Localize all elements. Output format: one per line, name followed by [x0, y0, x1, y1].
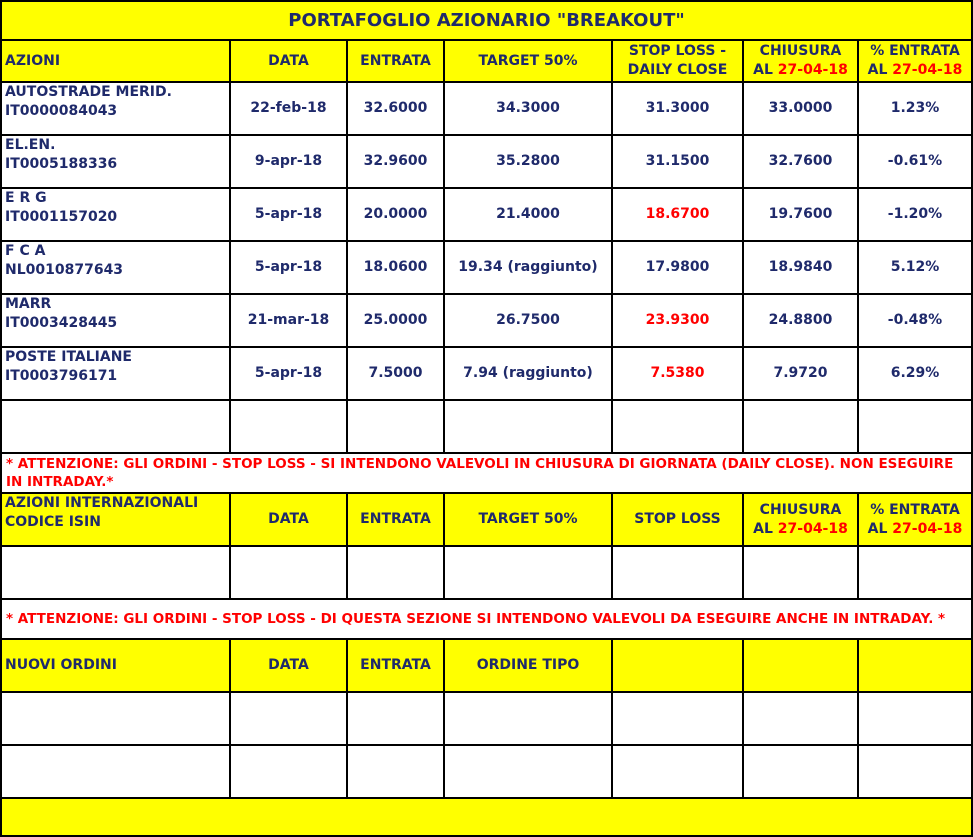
stock-isin: IT0003796171	[5, 368, 118, 384]
stock-isin: IT0000084043	[5, 103, 118, 119]
stock-cell	[1, 241, 230, 294]
date-cell	[230, 347, 347, 400]
stock-isin: IT0003428445	[5, 315, 118, 331]
stop-loss-value: 18.6700	[645, 206, 710, 222]
stock-name: POSTE ITALIANE	[5, 349, 132, 365]
orders-header-ordine-tipo: ORDINE TIPO	[444, 639, 612, 692]
intl-header-pct-entrata	[858, 493, 972, 546]
pct-entry-cell	[858, 188, 972, 241]
intl-chiusura-line1: CHIUSURA	[759, 501, 842, 518]
empty-cell	[1, 692, 230, 745]
stop-loss-cell	[612, 241, 743, 294]
empty-cell	[743, 692, 858, 745]
stock-cell	[1, 82, 230, 135]
header-pct-prefix: AL	[867, 62, 893, 78]
target-value: 26.7500	[496, 312, 560, 328]
pct-entry-value: -0.48%	[887, 312, 943, 328]
empty-header-cell	[743, 639, 858, 692]
date-cell	[230, 135, 347, 188]
header-target: TARGET 50%	[444, 40, 612, 82]
entry-value: 7.5000	[368, 365, 423, 381]
header-entrata: ENTRATA	[347, 40, 444, 82]
intl-pct-line1: % ENTRATA	[870, 501, 960, 518]
empty-cell	[347, 546, 444, 599]
header-pct-entrata	[858, 40, 972, 82]
stock-isin: NL0010877643	[5, 262, 124, 278]
orders-header-entrata: ENTRATA	[347, 639, 444, 692]
close-value: 32.7600	[768, 153, 833, 169]
close-value: 24.8800	[768, 312, 833, 328]
close-cell	[743, 135, 858, 188]
pct-entry-cell	[858, 347, 972, 400]
header-pct-line1: % ENTRATA	[870, 43, 960, 59]
empty-cell	[444, 692, 612, 745]
intl-chiusura-prefix: AL	[753, 520, 778, 537]
date-cell	[230, 188, 347, 241]
entry-value: 18.0600	[363, 259, 428, 275]
empty-header-cell	[612, 639, 743, 692]
empty-cell	[347, 745, 444, 798]
stop-loss-cell	[612, 347, 743, 400]
target-value: 7.94 (raggiunto)	[463, 365, 593, 381]
empty-cell	[743, 400, 858, 453]
target-cell	[444, 188, 612, 241]
header-stop-loss	[612, 40, 743, 82]
stop-loss-value: 7.5380	[650, 365, 705, 381]
portfolio-title: PORTAFOGLIO AZIONARIO "BREAKOUT"	[1, 1, 972, 40]
close-cell	[743, 294, 858, 347]
pct-entry-cell	[858, 135, 972, 188]
pct-entry-value: 5.12%	[890, 259, 940, 275]
header-chiusura-line1: CHIUSURA	[759, 43, 842, 59]
entry-cell	[347, 241, 444, 294]
empty-cell	[444, 400, 612, 453]
stop-loss-cell	[612, 294, 743, 347]
intl-header-stop-loss: STOP LOSS	[612, 493, 743, 546]
intraday-note: * ATTENZIONE: GLI ORDINI - STOP LOSS - DI QUESTA SEZIONE SI INTENDONO VALEVOLI DA ESEGUIRE ANCHE IN INTRADAY. *	[1, 599, 972, 639]
empty-cell	[230, 745, 347, 798]
stop-loss-value: 31.1500	[645, 153, 710, 169]
target-cell	[444, 135, 612, 188]
stop-loss-cell	[612, 188, 743, 241]
stock-isin: IT0001157020	[5, 209, 118, 225]
intl-header-target: TARGET 50%	[444, 493, 612, 546]
date-value: 9-apr-18	[254, 153, 323, 169]
stop-loss-value: 17.9800	[645, 259, 710, 275]
target-value: 19.34 (raggiunto)	[458, 259, 598, 275]
close-value: 18.9840	[768, 259, 833, 275]
header-pct-date: 27-04-18	[892, 62, 963, 78]
pct-entry-value: -0.61%	[887, 153, 943, 169]
header-chiusura	[743, 40, 858, 82]
stock-name: E R G	[5, 190, 47, 206]
empty-cell	[858, 400, 972, 453]
date-value: 5-apr-18	[254, 365, 323, 381]
entry-cell	[347, 294, 444, 347]
close-cell	[743, 347, 858, 400]
intl-chiusura-line2	[753, 520, 848, 539]
header-pct-line2	[868, 61, 963, 80]
target-cell	[444, 241, 612, 294]
intl-pct-date: 27-04-18	[892, 520, 963, 537]
empty-cell	[612, 692, 743, 745]
header-chiusura-date: 27-04-18	[777, 62, 848, 78]
date-cell	[230, 241, 347, 294]
header-chiusura-prefix: AL	[753, 62, 778, 78]
date-cell	[230, 294, 347, 347]
close-cell	[743, 188, 858, 241]
pct-entry-value: 1.23%	[890, 100, 940, 116]
intl-chiusura-date: 27-04-18	[777, 520, 848, 537]
close-value: 33.0000	[768, 100, 833, 116]
stop-loss-value: 31.3000	[645, 100, 710, 116]
empty-cell	[612, 745, 743, 798]
header-data: DATA	[230, 40, 347, 82]
stock-cell	[1, 188, 230, 241]
header-intl-line2: CODICE ISIN	[5, 514, 101, 530]
empty-cell	[444, 745, 612, 798]
date-value: 5-apr-18	[254, 206, 323, 222]
entry-cell	[347, 82, 444, 135]
pct-entry-value: -1.20%	[887, 206, 943, 222]
target-cell	[444, 347, 612, 400]
header-azioni: AZIONI	[1, 40, 230, 82]
entry-cell	[347, 188, 444, 241]
pct-entry-cell	[858, 241, 972, 294]
empty-cell	[858, 692, 972, 745]
target-cell	[444, 294, 612, 347]
date-value: 21-mar-18	[247, 312, 330, 328]
stock-cell	[1, 347, 230, 400]
footer-band	[1, 798, 972, 836]
stock-name: MARR	[5, 296, 52, 312]
header-chiusura-line2	[753, 61, 848, 80]
empty-cell	[743, 745, 858, 798]
header-nuovi-ordini: NUOVI ORDINI	[1, 639, 230, 692]
close-cell	[743, 241, 858, 294]
empty-cell	[612, 400, 743, 453]
stop-loss-cell	[612, 82, 743, 135]
header-intl-line1: AZIONI INTERNAZIONALI	[5, 495, 199, 511]
empty-cell	[230, 692, 347, 745]
empty-cell	[612, 546, 743, 599]
date-value: 5-apr-18	[254, 259, 323, 275]
target-value: 34.3000	[496, 100, 560, 116]
pct-entry-cell	[858, 294, 972, 347]
intl-pct-line2	[868, 520, 963, 539]
stock-name: AUTOSTRADE MERID.	[5, 84, 172, 100]
empty-cell	[444, 546, 612, 599]
empty-cell	[743, 546, 858, 599]
stock-isin: IT0005188336	[5, 156, 118, 172]
empty-cell	[347, 692, 444, 745]
stock-cell	[1, 294, 230, 347]
empty-cell	[858, 745, 972, 798]
pct-entry-cell	[858, 82, 972, 135]
target-value: 35.2800	[496, 153, 560, 169]
intl-header-chiusura	[743, 493, 858, 546]
stop-loss-cell	[612, 135, 743, 188]
stock-cell	[1, 135, 230, 188]
close-value: 7.9720	[773, 365, 828, 381]
entry-value: 32.9600	[363, 153, 428, 169]
pct-entry-value: 6.29%	[890, 365, 940, 381]
entry-value: 32.6000	[363, 100, 428, 116]
target-cell	[444, 82, 612, 135]
intl-header-entrata: ENTRATA	[347, 493, 444, 546]
header-stop-line2: DAILY CLOSE	[627, 62, 728, 78]
entry-cell	[347, 135, 444, 188]
stop-loss-value: 23.9300	[645, 312, 710, 328]
entry-value: 25.0000	[363, 312, 428, 328]
empty-cell	[230, 546, 347, 599]
entry-cell	[347, 347, 444, 400]
intl-header-data: DATA	[230, 493, 347, 546]
date-cell	[230, 82, 347, 135]
stock-name: EL.EN.	[5, 137, 56, 153]
empty-cell	[858, 546, 972, 599]
empty-cell	[347, 400, 444, 453]
empty-cell	[1, 546, 230, 599]
target-value: 21.4000	[496, 206, 560, 222]
close-value: 19.7600	[768, 206, 833, 222]
empty-cell	[230, 400, 347, 453]
empty-header-cell	[858, 639, 972, 692]
stock-name: F C A	[5, 243, 46, 259]
orders-header-data: DATA	[230, 639, 347, 692]
empty-cell	[1, 745, 230, 798]
date-value: 22-feb-18	[250, 100, 327, 116]
intl-pct-prefix: AL	[867, 520, 893, 537]
empty-cell	[1, 400, 230, 453]
header-azioni-internazionali	[1, 493, 230, 546]
header-stop-line1: STOP LOSS -	[628, 43, 727, 59]
stop-loss-note: * ATTENZIONE: GLI ORDINI - STOP LOSS - SI INTENDONO VALEVOLI IN CHIUSURA DI GIORNATA (DAILY CLOSE). NON ESEGUIRE IN INTRADAY.*	[1, 453, 972, 493]
close-cell	[743, 82, 858, 135]
entry-value: 20.0000	[363, 206, 428, 222]
